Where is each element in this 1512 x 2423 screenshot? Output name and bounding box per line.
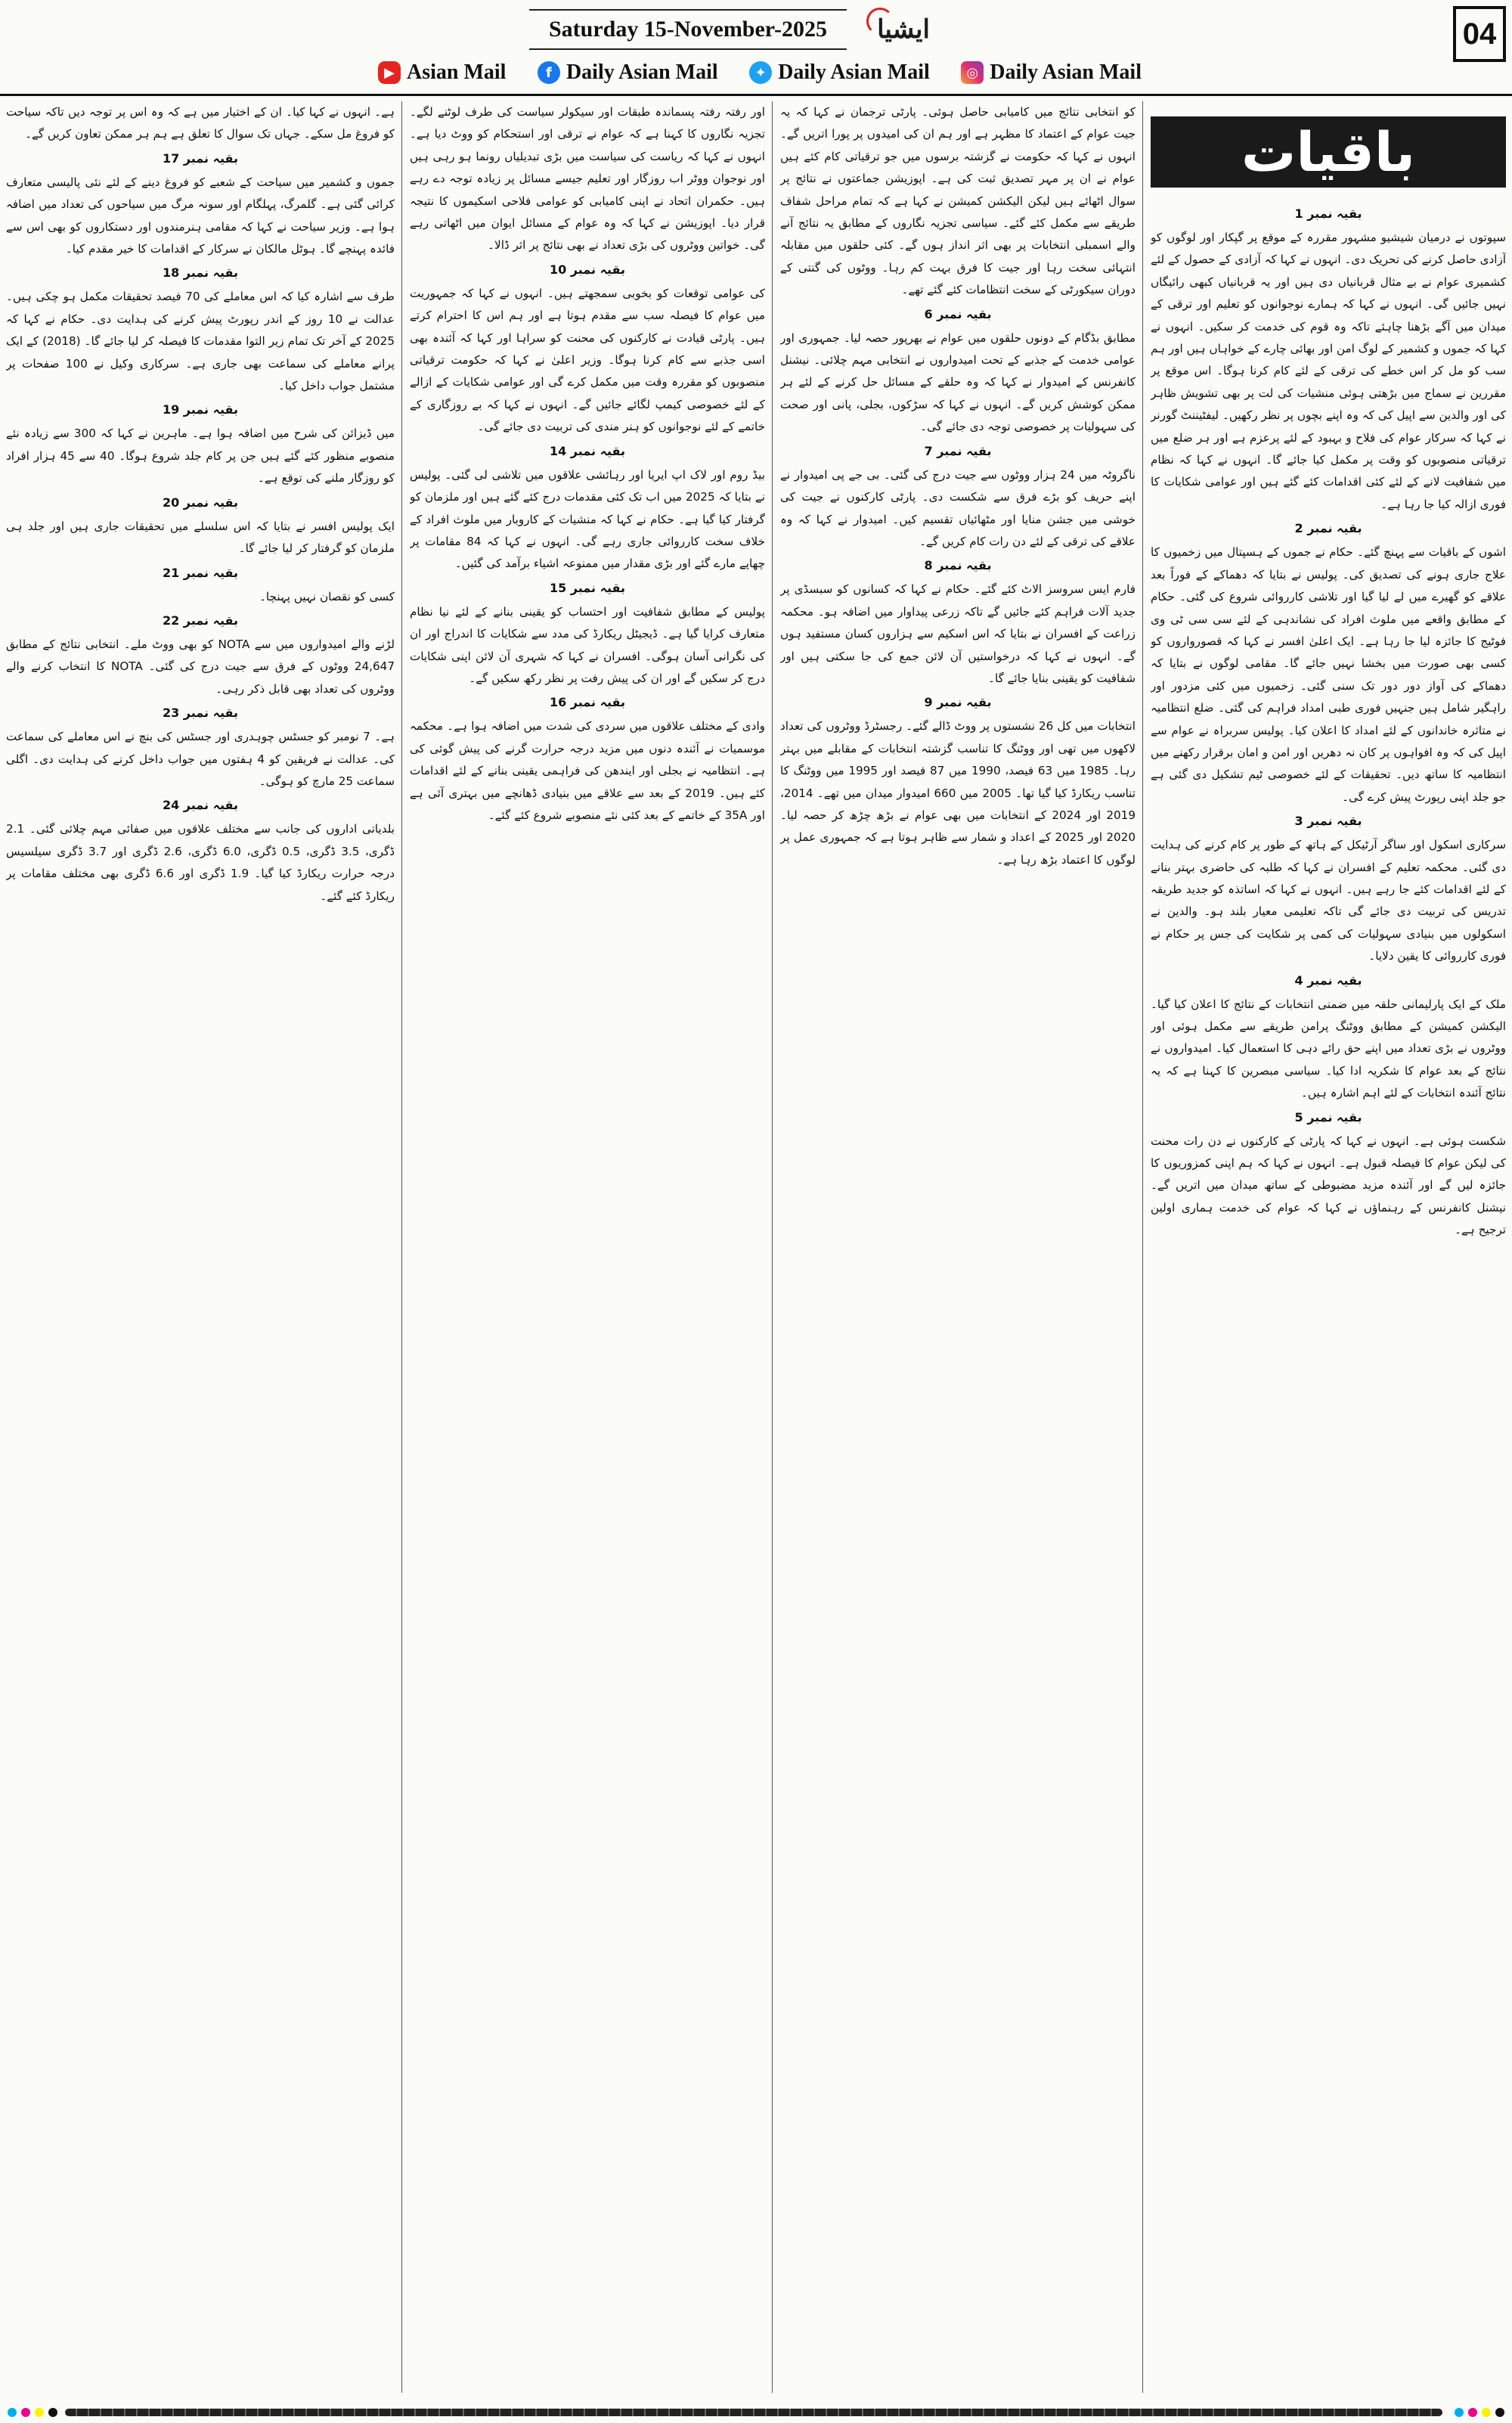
- black-registration-mark: [48, 2408, 57, 2417]
- yellow-registration-mark: [35, 2408, 44, 2417]
- date-rule-bottom: [529, 48, 847, 50]
- continuation-heading: بقیہ نمبر 5: [1294, 1109, 1362, 1125]
- youtube-link[interactable]: [378, 60, 506, 85]
- column-3: [410, 101, 765, 2393]
- continuation-heading: بقیہ نمبر 9: [924, 695, 992, 710]
- cyan-registration-mark: [8, 2408, 17, 2417]
- continuation-text: ہے۔ انہوں نے کہا کیا۔ ان کے اختیار میں ہے کہ وہ اس پر توجہ دیں تاکہ سیاحت کو فروغ مل سکے۔ جہاں تک سوال کا تعلق ہے ہم ہر ممکن تعاون کریں گے۔: [6, 105, 395, 141]
- continuation-heading: بقیہ نمبر 21: [162, 565, 239, 580]
- column-divider: [1142, 101, 1143, 2393]
- column-divider: [401, 101, 402, 2393]
- continuation-text: انتخابات میں کل 26 نشستوں پر ووٹ ڈالے گئے۔ رجسٹرڈ ووٹروں کی تعداد لاکھوں میں تھی اور ووٹنگ کا تناسب گزشتہ انتخابات کے مقابلے میں بہتر رہا۔ 1985 میں 63 فیصد، 1990 میں 87 فیصد اور 1995 میں ووٹنگ کا تناسب ریکارڈ کیا گیا تھا۔ 2005 میں 660 امیدوار میدان میں تھے۔ 2014، 2019 اور 2024 کے انتخابات میں بھی عوام نے بڑھ چڑھ کر حصہ لیا۔ 2020 اور 2025 کے اعداد و شمار سے ظاہر ہوتا ہے کہ جمہوری عمل پر لوگوں کا اعتماد بڑھ رہا ہے۔: [780, 719, 1136, 867]
- continuation-text: کی عوامی توقعات کو بخوبی سمجھتے ہیں۔ انہوں نے کہا کہ جمہوریت میں عوام کا فیصلہ سب سے مقدم ہوتا ہے اور ہم اس کا احترام کرتے ہیں۔ پارٹی قیادت نے کارکنوں کی محنت کو سراہا اور کہا کہ آئندہ بھی اسی جذبے سے کام کرنا ہوگا۔ وزیر اعلیٰ نے کہا کہ حکومت ترقیاتی منصوبوں کو مقررہ وقت میں مکمل کرے گی اور عوامی شکایات کے ازالے کے لئے خصوصی کیمپ لگائے جائیں گے۔ انہوں نے کہا کہ بے روزگاری کے خاتمے کے لئے نوجوانوں کو ہنر مندی کی تربیت دی جائے گی۔: [410, 286, 765, 434]
- continuation-text: جموں و کشمیر میں سیاحت کے شعبے کو فروغ دینے کے لئے نئی پالیسی متعارف کرائی گئی ہے۔ گلمرگ، پہلگام اور سونہ مرگ میں سیاحوں کی تعداد میں اضافہ ہوا ہے۔ وزیر سیاحت نے کہا کہ مقامی ہنرمندوں اور دستکاروں کو بھی اس سے فائدہ پہنچے گا۔ ہوٹل مالکان نے سرکار کے اقدامات کا خیر مقدم کیا۔: [6, 175, 395, 256]
- continuation-text: کو انتخابی نتائج میں کامیابی حاصل ہوئی۔ پارٹی ترجمان نے کہا کہ یہ جیت عوام کے اعتماد کا مظہر ہے اور ہم ان کی امیدوں پر پورا اتریں گے۔ انہوں نے کہا کہ حکومت نے گزشتہ برسوں میں جو ترقیاتی کام کئے ہیں عوام نے ان پر مہر تصدیق ثبت کی ہے۔ اپوزیشن جماعتوں نے نتائج پر سوال اٹھائے ہیں لیکن الیکشن کمیشن نے کہا ہے کہ تمام مراحل شفاف طریقے سے مکمل کئے گئے۔ سیاسی تجزیہ نگاروں کے مطابق یہ نتائج آنے والے اسمبلی انتخابات پر بھی اثر انداز ہوں گے۔ کئی حلقوں میں مقابلہ انتہائی سخت رہا اور جیت کا فرق بہت کم رہا۔ ووٹوں کی گنتی کے دوران سیکورٹی کے سخت انتظامات کئے گئے تھے۔: [780, 105, 1136, 297]
- instagram-label: Daily Asian Mail: [990, 60, 1142, 84]
- facebook-icon: f: [538, 61, 560, 84]
- continuation-heading: بقیہ نمبر 15: [549, 580, 626, 595]
- instagram-link[interactable]: [961, 60, 1142, 85]
- column-2: [780, 101, 1136, 2393]
- twitter-icon: ✦: [749, 61, 772, 84]
- newspaper-logo-text: ایشیا: [877, 14, 930, 45]
- continuation-heading: بقیہ نمبر 16: [549, 695, 626, 710]
- continuation-text: سرکاری اسکول اور ساگر آرٹیکل کے ہاتھ کے طور پر کام کرنے کی ہدایت دی گئی۔ محکمہ تعلیم کے افسران نے کہا کہ طلبہ کی حاضری بہتر بنانے کے لئے اقدامات کئے جا رہے ہیں۔ انہوں نے کہا کہ اساتذہ کو جدید طریقہ تدریس کی تربیت دی جائے گی تاکہ تعلیمی معیار بلند ہو۔ والدین نے اسکولوں میں بنیادی سہولیات کی کمی پر شکایت کی جس پر حکام نے فوری کارروائی کا یقین دلایا۔: [1151, 838, 1506, 963]
- logo-swoosh-icon: [866, 8, 894, 35]
- youtube-label: Asian Mail: [407, 60, 507, 84]
- facebook-label: Daily Asian Mail: [565, 60, 718, 84]
- section-title-banner: باقیات: [1151, 116, 1506, 188]
- continuation-heading: بقیہ نمبر 22: [162, 613, 239, 628]
- yellow-registration-mark: [1482, 2408, 1491, 2417]
- continuation-text: بیڈ روم اور لاک اپ ایریا اور رہائشی علاقوں میں تلاشی لی گئی۔ پولیس نے بتایا کہ 2025 میں اب تک کئی مقدمات درج کئے گئے ہیں اور ملزمان کو گرفتار کیا گیا ہے۔ حکام نے کہا کہ منشیات کے کاروبار میں ملوث افراد کے خلاف سخت کارروائی جاری رہے گی۔ انہوں نے کہا کہ 84 مقامات پر چھاپے مارے گئے اور بڑی مقدار میں ممنوعہ اشیاء برآمد کی گئیں۔: [410, 467, 765, 571]
- continuation-text: ملک کے ایک پارلیمانی حلقہ میں ضمنی انتخابات کے نتائج کا اعلان کیا گیا۔ الیکشن کمیشن کے مطابق ووٹنگ پرامن طریقے سے مکمل ہوئی اور ووٹروں نے بڑی تعداد میں اپنے حق رائے دہی کا استعمال کیا۔ امیدواروں نے نتائج کے بعد عوام کا شکریہ ادا کیا۔ سیاسی مبصرین کا کہنا ہے کہ یہ نتائج آئندہ انتخابات کے لئے اہم اشارہ ہیں۔: [1151, 997, 1506, 1100]
- continuation-heading: بقیہ نمبر 17: [162, 150, 239, 166]
- continuation-text: میں ڈیزائن کی شرح میں اضافہ ہوا ہے۔ ماہرین نے کہا کہ 300 سے زیادہ نئے منصوبے منظور کئے گئے ہیں جن پر کام جلد شروع ہوگا۔ 40 سے 45 ہزار افراد کو روزگار ملنے کی توقع ہے۔: [6, 427, 395, 486]
- continuation-text: ہے۔ 7 نومبر کو جسٹس چوہدری اور جسٹس کی بنچ نے اس معاملے کی سماعت کی۔ عدالت نے فریقین کو 4 ہفتوں میں جواب داخل کرنے کی ہدایت دی۔ اگلی سماعت 25 مارچ کو ہوگی۔: [6, 730, 395, 788]
- print-registration-strip: [0, 2402, 1512, 2423]
- registration-bar: [65, 2409, 1442, 2416]
- continuation-heading: بقیہ نمبر 18: [162, 265, 239, 281]
- continuation-heading: بقیہ نمبر 7: [924, 443, 992, 458]
- instagram-icon: ◎: [961, 61, 984, 84]
- continuation-text: مطابق بڈگام کے دونوں حلقوں میں عوام نے بھرپور حصہ لیا۔ جمہوری اور عوامی خدمت کے جذبے کے تحت امیدواروں نے انتخابی مہم چلائی۔ نیشنل کانفرنس کے امیدوار نے کہا کہ وہ حلقے کے مسائل حل کرنے کے لئے ہر ممکن کوشش کریں گے۔ انہوں نے کہا کہ سڑکوں، بجلی، پانی اور صحت کی سہولیات پر خصوصی توجہ دی جائے گی۔: [780, 330, 1136, 434]
- twitter-link[interactable]: [749, 60, 930, 85]
- continuation-heading: بقیہ نمبر 10: [549, 262, 626, 277]
- continuation-heading: بقیہ نمبر 24: [162, 798, 239, 813]
- newspaper-logo: [862, 5, 945, 54]
- continuation-text: شکست ہوئی ہے۔ انہوں نے کہا کہ پارٹی کے کارکنوں نے دن رات محنت کی لیکن عوام کا فیصلہ قبول ہے۔ انہوں نے کہا کہ ہم اپنی کمزوریوں کا جائزہ لیں گے اور آئندہ مزید مضبوطی کے ساتھ میدان میں اتریں گے۔ نیشنل کانفرنس کے رہنماؤں نے کہا کہ عوام کی خدمت ہماری اولین ترجیح ہے۔: [1151, 1134, 1506, 1237]
- social-links: [378, 57, 1142, 88]
- date-rule-top: [529, 9, 847, 11]
- continuation-text: ایک پولیس افسر نے بتایا کہ اس سلسلے میں تحقیقات جاری ہیں اور جلد ہی ملزمان کو گرفتار کر لیا جائے گا۔: [6, 519, 395, 556]
- youtube-icon: ▶: [378, 61, 401, 84]
- magenta-registration-mark: [1468, 2408, 1477, 2417]
- continuation-text: اور رفتہ رفتہ پسماندہ طبقات اور سیکولر سیاست کی طرف لوٹنے لگے۔ تجزیہ نگاروں کا کہنا ہے کہ عوام نے ترقی اور استحکام کو ووٹ دیا ہے۔ انہوں نے کہا کہ ریاست کی سیاست میں بڑی تبدیلیاں رونما ہو رہی ہیں اور نوجوان ووٹر اب روزگار اور تعلیم جیسے مسائل پر زیادہ توجہ دے رہے ہیں۔ حکمران اتحاد نے اپنی کامیابی کو عوامی فلاحی اسکیموں کا نتیجہ قرار دیا۔ اپوزیشن نے کہا کہ وہ عوام کے مسائل ایوان میں اٹھاتی رہے گی۔ خواتین ووٹروں کی بڑی تعداد نے بھی نتائج پر اثر ڈالا۔: [410, 105, 765, 253]
- continuation-heading: بقیہ نمبر 6: [924, 306, 992, 321]
- continuation-heading: بقیہ نمبر 4: [1294, 973, 1362, 988]
- magenta-registration-mark: [21, 2408, 30, 2417]
- page-number: 04: [1453, 6, 1506, 62]
- continuation-text: ناگروٹہ میں 24 ہزار ووٹوں سے جیت درج کی گئی۔ بی جے پی امیدوار نے اپنے حریف کو بڑے فرق سے شکست دی۔ پارٹی کارکنوں نے جیت کی خوشی میں جشن منایا اور مٹھائیاں تقسیم کیں۔ امیدوار نے کہا کہ وہ علاقے کی ترقی کے لئے دن رات کام کریں گے۔: [780, 467, 1136, 548]
- twitter-label: Daily Asian Mail: [778, 60, 930, 84]
- page-header: [0, 0, 1512, 96]
- continuation-text: سپوتوں نے درمیان شیشیو مشہور مقررہ کے موقع پر گپکار اور لوگوں کو آزادی حاصل کرنے کی تحریک دی۔ انہوں نے کہا کہ آزادی کے حصول کے لئے کشمیری عوام نے بے مثال قربانیاں دی ہیں اور یہ قربانیاں کبھی رائیگاں نہیں جائیں گی۔ انہوں نے کہا کہ ہمارے نوجوانوں کو تعلیم اور ترقی کے میدان میں آگے بڑھنا چاہئے تاکہ وہ قوم کی خدمت کر سکیں۔ انہوں نے کہا کہ جموں و کشمیر کے لوگ امن اور بھائی چارے کے خواہاں ہیں اور ہم سب کو مل کر اس خطے کی ترقی کے لئے کام کرنا ہوگا۔ اس موقع پر مقررین نے سماج میں بڑھتی ہوئی منشیات کی لت پر بھی تشویش ظاہر کی اور والدین سے اپیل کی کہ وہ اپنے بچوں پر نظر رکھیں۔ لیفٹیننٹ گورنر نے کہا کہ سرکار عوام کی فلاح و بہبود کے لئے پرعزم ہے اور ہر ضلع میں ترقیاتی منصوبوں کو وقت پر مکمل کیا جائے گا۔ انہوں نے کہا کہ نظام میں شفافیت لانے کے لئے کئی اقدامات کئے گئے ہیں اور عوامی شکایات کا فوری ازالہ کیا جا رہا ہے۔: [1151, 231, 1506, 511]
- column-4: [6, 101, 395, 2393]
- continuation-heading: بقیہ نمبر 14: [549, 443, 626, 458]
- continuation-text: پولیس کے مطابق شفافیت اور احتساب کو یقینی بنانے کے لئے نیا نظام متعارف کرایا گیا ہے۔ ڈیجیٹل ریکارڈ کی مدد سے شکایات کا اندراج اور ان کی نگرانی آسان ہوگی۔ افسران نے کہا کہ شہری آن لائن اپنی شکایات درج کر سکیں گے اور ان کی پیش رفت پر نظر رکھ سکیں گے۔: [410, 604, 765, 685]
- continuation-heading: بقیہ نمبر 1: [1294, 206, 1362, 221]
- continuation-heading: بقیہ نمبر 3: [1294, 814, 1362, 829]
- black-registration-mark: [1495, 2408, 1504, 2417]
- cyan-registration-mark: [1455, 2408, 1464, 2417]
- column-divider: [772, 101, 773, 2393]
- continuation-heading: بقیہ نمبر 8: [924, 558, 992, 573]
- continuation-text: لڑنے والے امیدواروں میں سے NOTA کو بھی ووٹ ملے۔ انتخابی نتائج کے مطابق 24,647 ووٹوں کے فرق سے جیت درج کی گئی۔ NOTA کا انتخاب کرنے والے ووٹروں کی تعداد بھی قابل ذکر رہی۔: [6, 637, 395, 696]
- continuation-text: طرف سے اشارہ کیا کہ اس معاملے کی 70 فیصد تحقیقات مکمل ہو چکی ہیں۔ عدالت نے 10 روز کے اندر رپورٹ پیش کرنے کی ہدایت دی۔ حکام نے کہا کہ 2025 کے آخر تک تمام زیر التوا مقدمات کا فیصلہ کر لیا جائے گا۔ (2018) کے ایک پرانے معاملے کی سماعت بھی جاری ہے۔ سرکاری وکیل نے 100 صفحات پر مشتمل جواب داخل کیا۔: [6, 290, 395, 393]
- continuation-text: کسی کو نقصان نہیں پہنچا۔: [259, 589, 395, 603]
- facebook-link[interactable]: [538, 60, 718, 85]
- continuation-text: وادی کے مختلف علاقوں میں سردی کی شدت میں اضافہ ہوا ہے۔ محکمہ موسمیات نے آئندہ دنوں میں مزید درجہ حرارت گرنے کی پیش گوئی کی ہے۔ انتظامیہ نے بجلی اور ایندھن کی فراہمی یقینی بنانے کے لئے اقدامات کئے ہیں۔ 2019 کے بعد سے علاقے میں بنیادی ڈھانچے میں بہتری آئی ہے اور 35A کے خاتمے کے بعد کئی نئے منصوبے شروع کئے گئے۔: [410, 719, 765, 822]
- continuation-text: اشوں کے باقیات سے پہنچ گئے۔ حکام نے جموں کے ہسپتال میں زخمیوں کا علاج جاری ہونے کی تصدیق کی۔ پولیس نے بتایا کہ دھماکے کے فوراً بعد علاقے کو گھیرے میں لے لیا گیا اور تلاشی کارروائی شروع کی گئی۔ حکام کے مطابق واقعے میں ملوث افراد کی نشاندہی کے لئے سی سی ٹی وی فوٹیج کا جائزہ لیا جا رہا ہے۔ ایک اعلیٰ افسر نے کہا کہ قصورواروں کو کسی بھی صورت میں بخشا نہیں جائے گا۔ مقامی لوگوں نے بتایا کہ دھماکے کی آواز دور دور تک سنی گئی۔ زخمیوں میں کئی مزدور اور راہگیر شامل ہیں جنہیں فوری طبی امداد فراہم کی گئی۔ ضلع انتظامیہ نے متاثرہ خاندانوں کے لئے امداد کا اعلان کیا۔ پولیس سربراہ نے عوام سے اپیل کی کہ وہ افواہوں پر کان نہ دھریں اور امن و امان برقرار رکھنے میں انتظامیہ کا ساتھ دیں۔ تحقیقات کے لئے خصوصی ٹیم تشکیل دی گئی ہے جو جلد اپنی رپورٹ پیش کرے گی۔: [1151, 545, 1506, 804]
- continuation-text: فارم ایس سروسز الاٹ کئے گئے۔ حکام نے کہا کہ کسانوں کو سبسڈی پر جدید آلات فراہم کئے جائیں گے تاکہ زرعی پیداوار میں اضافہ ہو۔ محکمہ زراعت کے افسران نے بتایا کہ اس اسکیم سے ہزاروں کسان مستفید ہوں گے۔ انہوں نے کہا کہ درخواستیں آن لائن جمع کی جا سکتی ہیں اور شفافیت کو یقینی بنایا جائے گا۔: [780, 582, 1136, 685]
- continuation-heading: بقیہ نمبر 19: [162, 402, 239, 417]
- continuation-heading: بقیہ نمبر 23: [162, 706, 239, 721]
- article-columns: [6, 101, 1506, 2393]
- continuation-heading: بقیہ نمبر 20: [162, 495, 239, 510]
- continuation-text: بلدیاتی اداروں کی جانب سے مختلف علاقوں میں صفائی مہم چلائی گئی۔ 2.1 ڈگری، 3.5 ڈگری، 0.5 ڈگری، 6.0 ڈگری، 2.6 ڈگری اور 3.7 ڈگری سیلسیس درجہ حرارت ریکارڈ کیا گیا۔ 1.9 ڈگری اور 6.6 ڈگری بھی مختلف مقامات پر ریکارڈ کئے گئے۔: [6, 822, 395, 903]
- issue-date: [529, 9, 847, 50]
- continuation-heading: بقیہ نمبر 2: [1294, 521, 1362, 536]
- issue-date-text: Saturday 15-November-2025: [548, 17, 827, 42]
- column-1: [1151, 201, 1506, 2393]
